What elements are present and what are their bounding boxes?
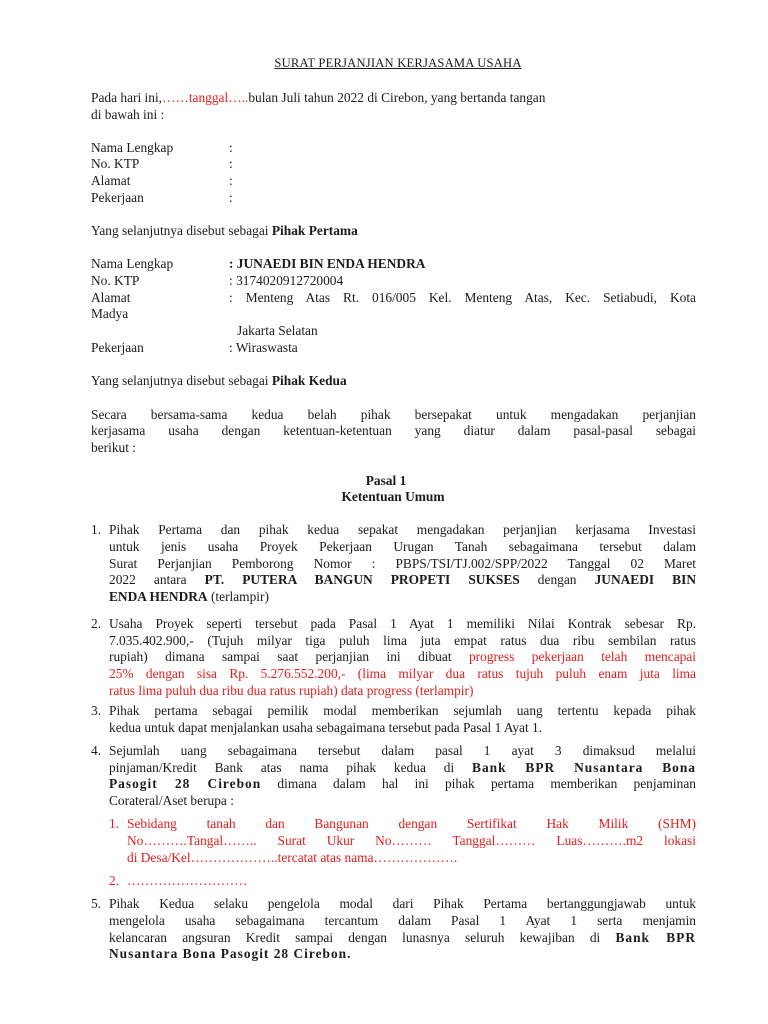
item-1-line-5: ENDA HENDRA (terlampir) xyxy=(109,589,269,604)
subitem-2-number: 2. xyxy=(109,873,120,888)
subitem-1-line-3: di Desa/Kel………………..tercatat atas nama………………. xyxy=(127,850,458,865)
party1-closing: Yang selanjutnya disebut sebagai Pihak Pertama xyxy=(91,223,358,238)
party1-name-sep: : xyxy=(229,140,233,155)
date-placeholder: ……tanggal….. xyxy=(162,90,249,105)
item-2-line-5: ratus lima puluh dua ribu dua ratus rupiah) data progress (terlampir) xyxy=(109,683,474,698)
item-2-line-1: Usaha Proyek seperti tersebut pada Pasal 1 Ayat 1 memiliki Nilai Kontrak sebesar Rp. xyxy=(109,616,696,631)
intro-line-1: Secara bersama-sama kedua belah pihak bersepakat untuk mengadakan perjanjian xyxy=(91,407,696,422)
subitem-2-line-1: ……………………… xyxy=(127,873,248,888)
party1-address-label: Alamat xyxy=(91,173,131,188)
subitem-1-line-1: Sebidang tanah dan Bangunan dengan Sertifikat Hak Milik (SHM) xyxy=(127,816,696,831)
party1-job-label: Pekerjaan xyxy=(91,190,144,205)
item-4-number: 4. xyxy=(91,743,102,758)
item-1-line-3: Surat Perjanjian Pemborong Nomor : PBPS/TSI/TJ.002/SPP/2022 Tanggal 02 Maret xyxy=(109,556,696,571)
opening-line-1: Pada hari ini,……tanggal…..bulan Juli tahun 2022 di Cirebon, yang bertanda tangan xyxy=(91,90,546,105)
subitem-1-number: 1. xyxy=(109,816,120,831)
pihak-kedua-label: Pihak Kedua xyxy=(271,373,347,388)
party1-address-sep: : xyxy=(229,173,233,188)
party2-address-cont-2: Jakarta Selatan xyxy=(237,323,318,338)
party2-ktp-value: : 3174020912720004 xyxy=(229,273,344,288)
item-5-line-4: Nusantara Bona Pasogit 28 Cirebon. xyxy=(109,946,351,961)
item-5-line-1: Pihak Kedua selaku pengelola modal dari Pihak Pertama bertanggungjawab untuk xyxy=(109,896,696,911)
party1-job-sep: : xyxy=(229,190,233,205)
party2-address-cont-1: Madya xyxy=(91,306,129,321)
party2-address-value: : Menteng Atas Rt. 016/005 Kel. Menteng Atas, Kec. Setiabudi, Kota xyxy=(229,290,696,305)
item-3-number: 3. xyxy=(91,703,102,718)
item-3-line-1: Pihak pertama sebagai pemilik modal memberikan sejumlah uang tertentu kepada pihak xyxy=(109,703,696,718)
party1-ktp-sep: : xyxy=(229,156,233,171)
pasal-heading: Pasal 1 xyxy=(365,473,407,488)
item-1-line-4: 2022 antara PT. PUTERA BANGUN PROPETI SUKSES dengan JUNAEDI BIN xyxy=(109,572,696,587)
item-3-line-2: kedua untuk dapat menjalankan usaha sebagaimana tersebut pada Pasal 1 Ayat 1. xyxy=(109,720,543,735)
pasal-subheading: Ketentuan Umum xyxy=(341,489,445,504)
item-1-line-2: untuk jenis usaha Proyek Pekerjaan Urugan Tanah sebagaimana tersebut dalam xyxy=(109,539,696,554)
opening-line-2: di bawah ini : xyxy=(91,107,165,122)
item-2-line-4: 25% dengan sisa Rp. 5.276.552.200,- (lima milyar dua ratus tujuh puluh enam juta lima xyxy=(109,666,696,681)
party2-closing: Yang selanjutnya disebut sebagai Pihak Kedua xyxy=(91,373,347,388)
intro-line-2: kerjasama usaha dengan ketentuan-ketentuan yang diatur dalam pasal-pasal sebagai xyxy=(91,423,696,438)
item-2-number: 2. xyxy=(91,616,102,631)
pihak-pertama-label: Pihak Pertama xyxy=(271,223,358,238)
item-1-number: 1. xyxy=(91,522,102,537)
party1-ktp-label: No. KTP xyxy=(91,156,140,171)
party2-ktp-label: No. KTP xyxy=(91,273,140,288)
subitem-1-line-2: No……….Tangal…….. Surat Ukur No……… Tanggal……… Luas……….m2 lokasi xyxy=(127,833,696,848)
item-2-line-3: rupiah) dimana sampai saat perjanjian ini dibuat progress pekerjaan telah mencapai xyxy=(109,649,697,664)
item-1-line-1: Pihak Pertama dan pihak kedua sepakat mengadakan perjanjian kerjasama Investasi xyxy=(109,522,696,537)
party2-address-label: Alamat xyxy=(91,290,131,305)
item-5-line-2: mengelola usaha sebagaimana tercantum dalam Pasal 1 Ayat 1 serta menjamin xyxy=(109,913,696,928)
document-title: SURAT PERJANJIAN KERJASAMA USAHA xyxy=(274,56,522,70)
party1-name-label: Nama Lengkap xyxy=(91,140,174,155)
item-5-line-3: kelancaran angsuran Kredit sampai dengan lunasnya seluruh kewajiban di Bank BPR xyxy=(109,930,696,945)
intro-line-3: berikut : xyxy=(91,440,136,455)
item-4-line-4: Corateral/Aset berupa : xyxy=(109,793,234,808)
item-2-line-2: 7.035.402.900,- (Tujuh milyar tiga puluh lima juta empat ratus dua ribu sembilan ratus xyxy=(109,633,696,648)
party2-name-label: Nama Lengkap xyxy=(91,256,174,271)
item-4-line-3: Pasogit 28 Cirebon dimana dalam hal ini pihak pertama memberikan penjaminan xyxy=(109,776,696,791)
item-5-number: 5. xyxy=(91,896,102,911)
item-4-line-2: pinjaman/Kredit Bank atas nama pihak kedua di Bank BPR Nusantara Bona xyxy=(109,760,696,775)
item-4-line-1: Sejumlah uang sebagaimana tersebut dalam pasal 1 ayat 3 dimaksud melalui xyxy=(109,743,696,758)
party2-job-value: : Wiraswasta xyxy=(229,340,298,355)
party2-name-value: : JUNAEDI BIN ENDA HENDRA xyxy=(229,256,426,271)
party2-job-label: Pekerjaan xyxy=(91,340,144,355)
